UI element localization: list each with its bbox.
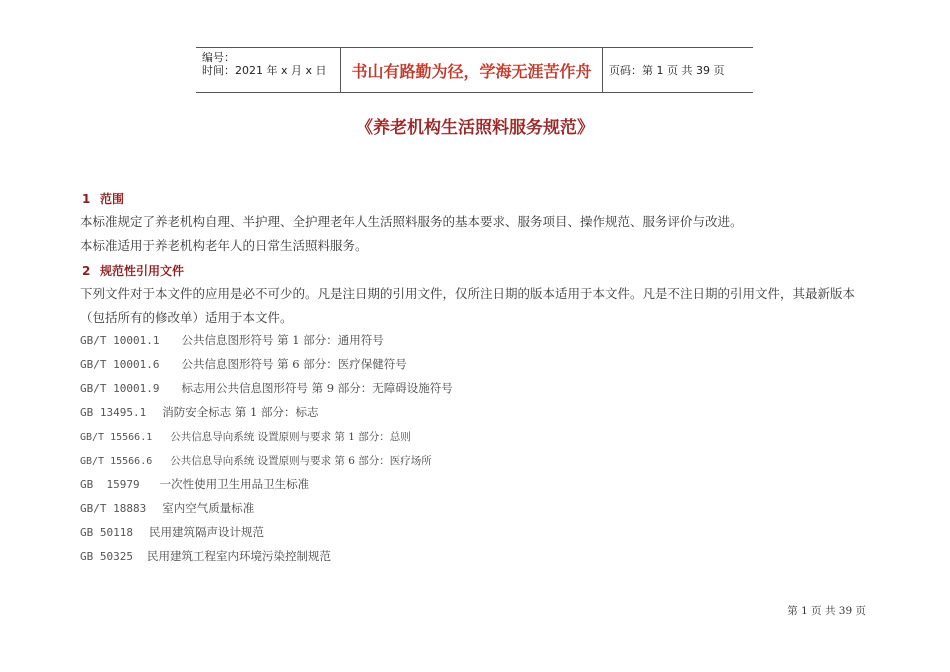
- reference-title: 公共信息图形符号 第 1 部分：通用符号: [181, 333, 384, 347]
- reference-item: [80, 429, 411, 444]
- reference-title: 消防安全标志 第 1 部分：标志: [162, 405, 319, 419]
- reference-title: 民用建筑工程室内环境污染控制规范: [146, 549, 331, 563]
- section-2-paragraph-1: 下列文件对于本文件的应用是必不可少的。凡是注日期的引用文件，仅所注日期的版本适用于本文件。凡是不注日期的引用文件，其最新版本: [80, 286, 856, 301]
- section-title: 范围: [100, 192, 125, 206]
- header-table: [196, 47, 753, 93]
- reference-code: GB 50325: [80, 550, 133, 563]
- page-footer: 第 1 页 共 39 页: [787, 605, 866, 617]
- reference-item: [80, 476, 309, 492]
- reference-code: GB/T 15566.6: [80, 456, 153, 467]
- reference-item: [80, 500, 254, 516]
- reference-title: 标志用公共信息图形符号 第 9 部分：无障碍设施符号: [181, 381, 453, 395]
- header-page-label: 页码：第 1 页 共 39 页: [609, 64, 725, 77]
- section-2-heading: [82, 262, 184, 279]
- reference-item: [80, 332, 384, 348]
- section-1-paragraph-1: 本标准规定了养老机构自理、半护理、全护理老年人生活照料服务的基本要求、服务项目、操作规范、服务评价与改进。: [80, 214, 743, 229]
- section-1-heading: [82, 190, 124, 207]
- section-number: 1: [82, 192, 91, 206]
- header-motto: 书山有路勤为径，学海无涯苦作舟: [340, 48, 603, 92]
- section-number: 2: [82, 264, 91, 278]
- reference-title: 公共信息导向系统 设置原则与要求 第 6 部分：医疗场所: [170, 455, 432, 467]
- reference-code: GB/T 10001.9: [80, 382, 160, 395]
- reference-item: [80, 548, 331, 564]
- reference-code: GB 15979: [80, 478, 140, 491]
- section-2-paragraph-2: （包括所有的修改单）适用于本文件。: [80, 310, 293, 325]
- reference-code: GB/T 10001.6: [80, 358, 160, 371]
- header-meta-cell: [196, 48, 340, 92]
- doc-number-label: 编号：: [202, 51, 235, 64]
- reference-title: 室内空气质量标准: [162, 501, 255, 515]
- reference-code: GB/T 18883: [80, 502, 147, 515]
- reference-code: GB 13495.1: [80, 406, 147, 419]
- reference-title: 民用建筑隔声设计规范: [148, 525, 264, 539]
- reference-item: [80, 404, 319, 420]
- reference-code: GB/T 15566.1: [80, 432, 153, 443]
- doc-date-label: 时间：2021 年 x 月 x 日: [202, 64, 327, 77]
- reference-code: GB 50118: [80, 526, 133, 539]
- document-title: 《养老机构生活照料服务规范》: [356, 118, 594, 138]
- reference-title: 公共信息图形符号 第 6 部分：医疗保健符号: [181, 357, 407, 371]
- section-1-paragraph-2: 本标准适用于养老机构老年人的日常生活照料服务。: [80, 238, 368, 253]
- reference-code: GB/T 10001.1: [80, 334, 160, 347]
- reference-item: [80, 524, 264, 540]
- reference-title: 公共信息导向系统 设置原则与要求 第 1 部分：总则: [170, 431, 411, 443]
- reference-item: [80, 380, 453, 396]
- reference-item: [80, 356, 407, 372]
- reference-item: [80, 453, 432, 468]
- reference-title: 一次性使用卫生用品卫生标准: [159, 477, 310, 491]
- section-title: 规范性引用文件: [100, 264, 185, 278]
